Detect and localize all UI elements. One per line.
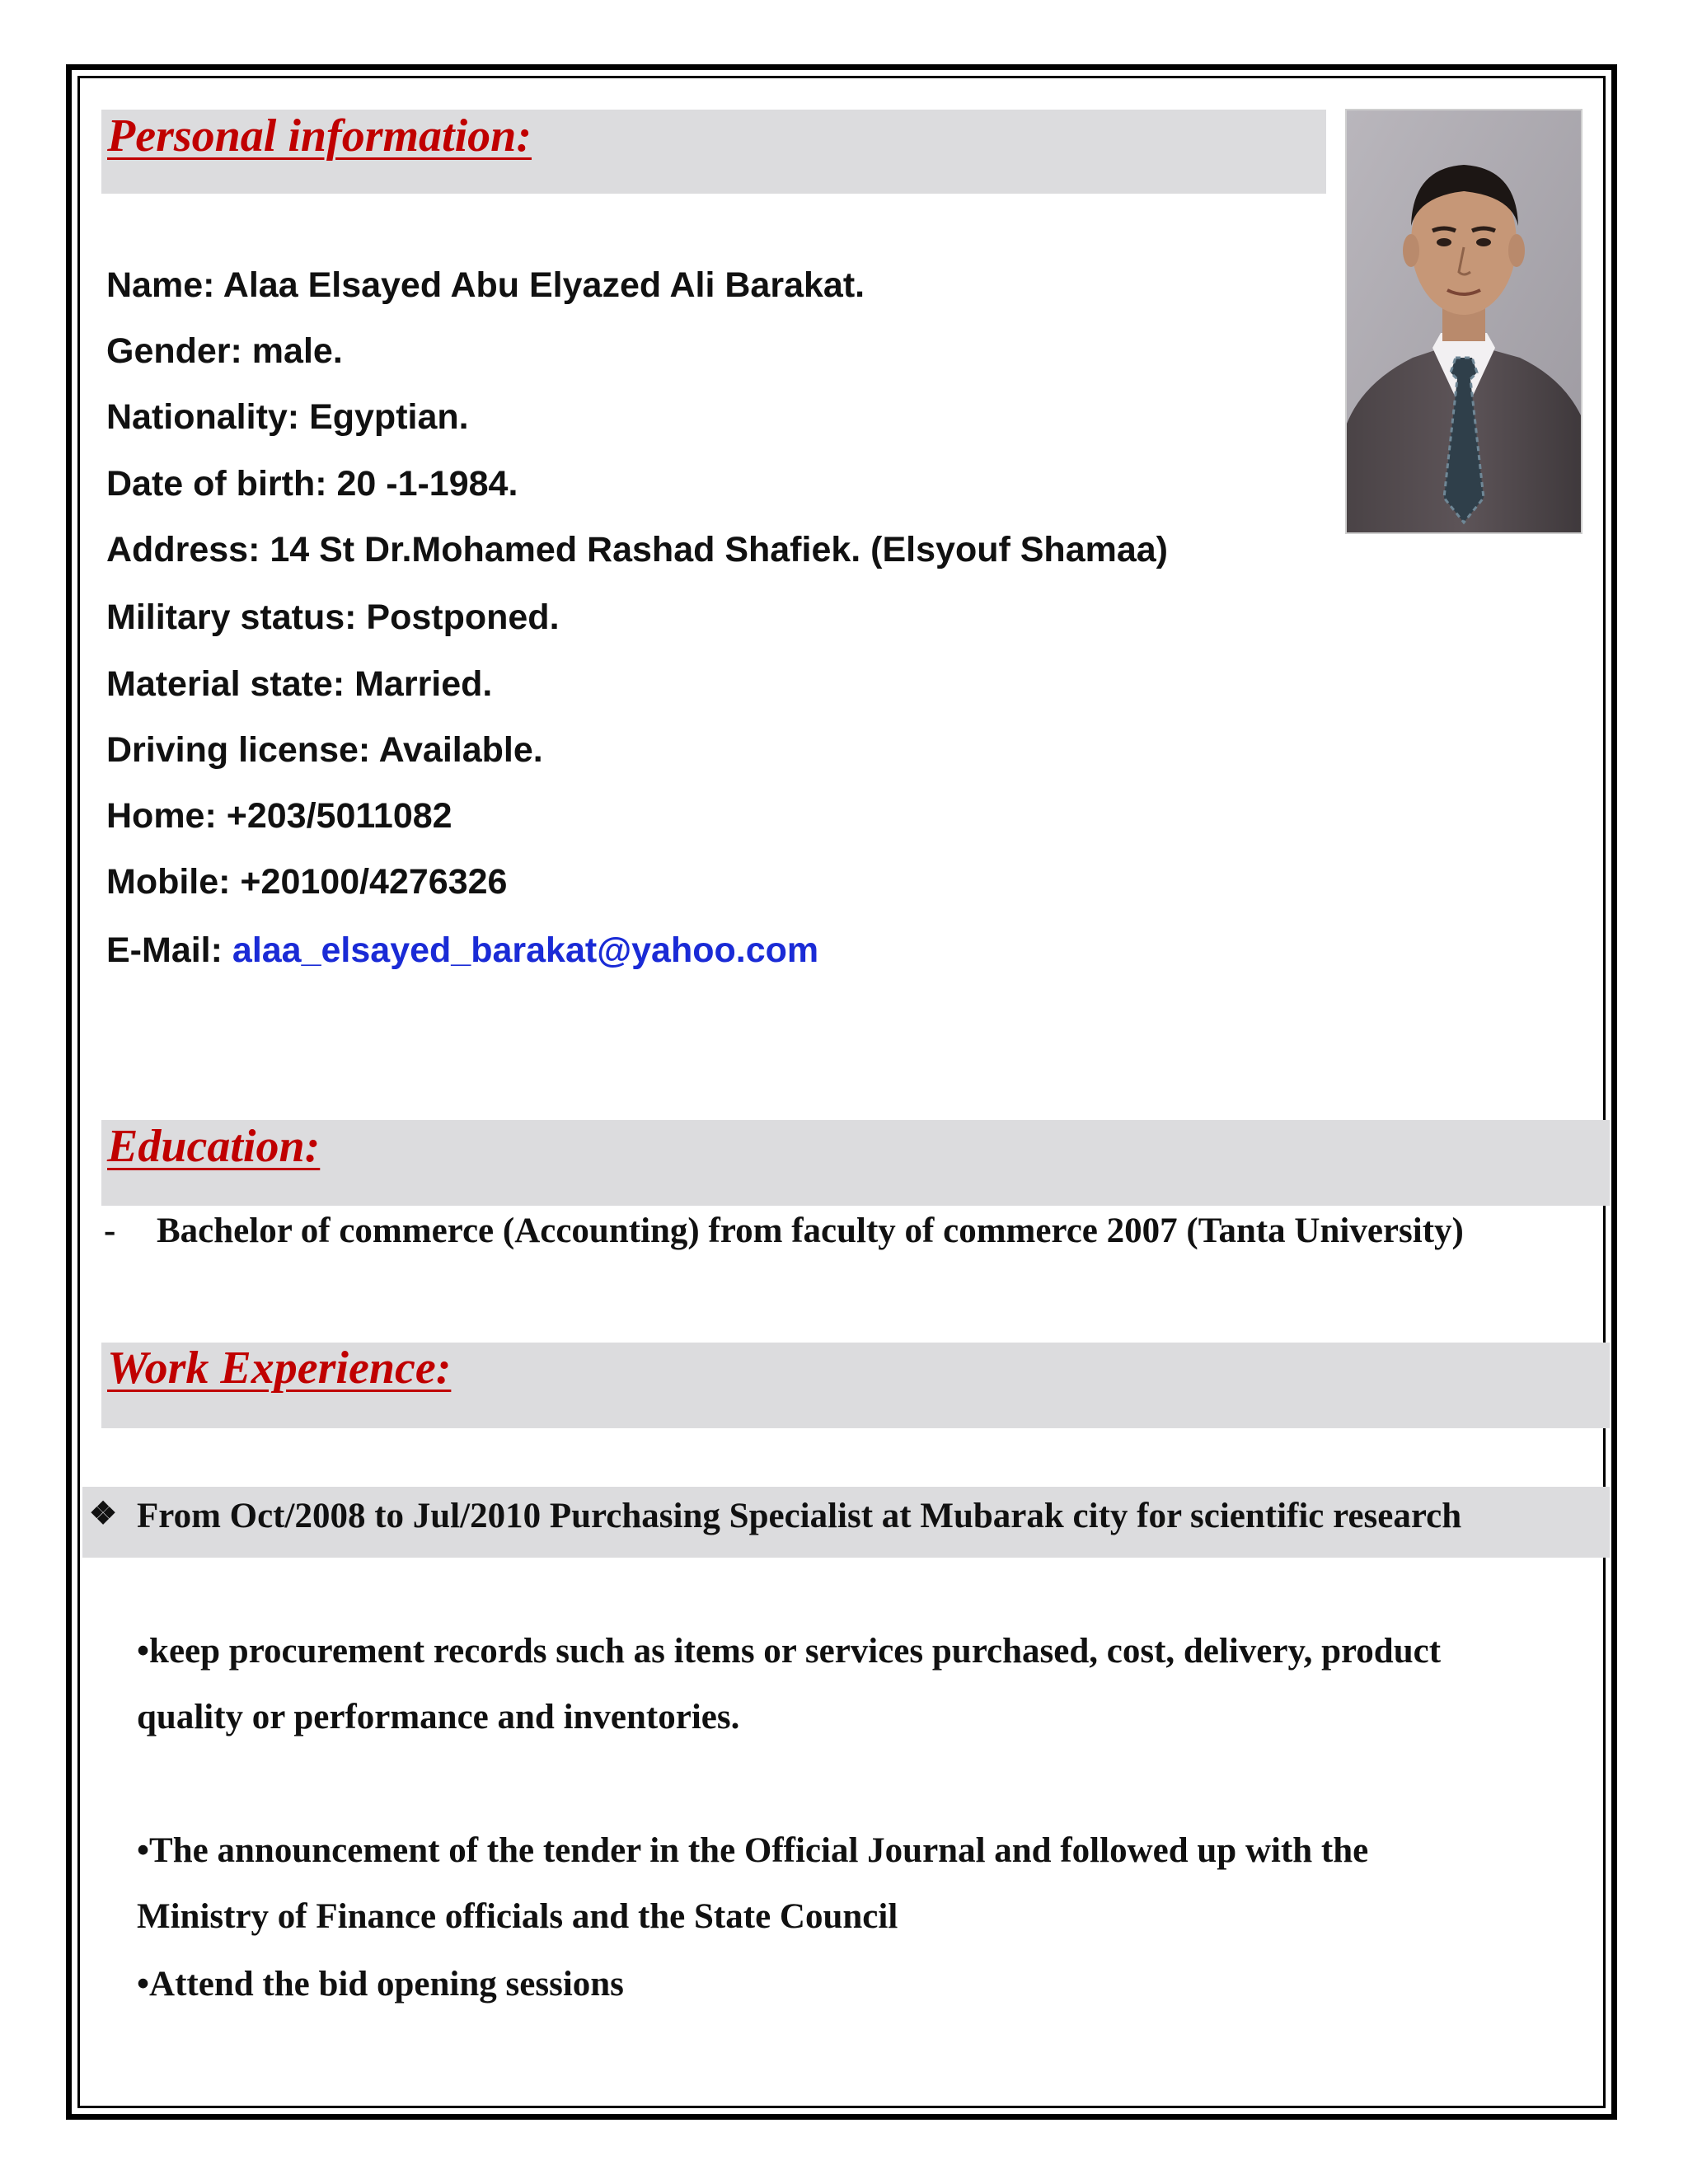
address-line: Address: 14 St Dr.Mohamed Rashad Shafiek. (Elsyouf Shamaa): [106, 530, 1168, 569]
duty-line: Ministry of Finance officials and the State Council: [137, 1897, 898, 1936]
section-heading-personal: Personal information:: [107, 110, 532, 162]
profile-photo: [1345, 109, 1582, 534]
gender-line: Gender: male.: [106, 331, 343, 371]
duty-line: •Attend the bid opening sessions: [137, 1965, 624, 2004]
section-band-education: [101, 1120, 1610, 1206]
email-link[interactable]: alaa_elsayed_barakat@yahoo.com: [232, 930, 819, 970]
dob-line: Date of birth: 20 -1-1984.: [106, 464, 518, 504]
nationality-line: Nationality: Egyptian.: [106, 397, 469, 437]
education-dash: -: [104, 1212, 116, 1250]
section-heading-work: Work Experience:: [107, 1343, 452, 1394]
job-title: From Oct/2008 to Jul/2010 Purchasing Specialist at Mubarak city for scientific research: [137, 1497, 1462, 1535]
military-line: Military status: Postponed.: [106, 598, 560, 637]
email-label: E-Mail:: [106, 930, 232, 970]
material-line: Material state: Married.: [106, 664, 493, 704]
duty-line: •keep procurement records such as items or services purchased, cost, delivery, product: [137, 1632, 1442, 1671]
mobile-line: Mobile: +20100/4276326: [106, 862, 508, 902]
duty-line: •The announcement of the tender in the Official Journal and followed up with the: [137, 1831, 1369, 1870]
section-heading-education: Education:: [107, 1121, 321, 1172]
duty-line: quality or performance and inventories.: [137, 1698, 740, 1736]
name-line: Name: Alaa Elsayed Abu Elyazed Ali Barakat.: [106, 265, 865, 305]
driving-line: Driving license: Available.: [106, 730, 543, 770]
education-item: Bachelor of commerce (Accounting) from faculty of commerce 2007 (Tanta University): [157, 1212, 1464, 1250]
diamond-bullet-icon: ❖: [89, 1497, 118, 1531]
email-line: [106, 930, 819, 970]
home-phone-line: Home: +203/5011082: [106, 796, 452, 836]
